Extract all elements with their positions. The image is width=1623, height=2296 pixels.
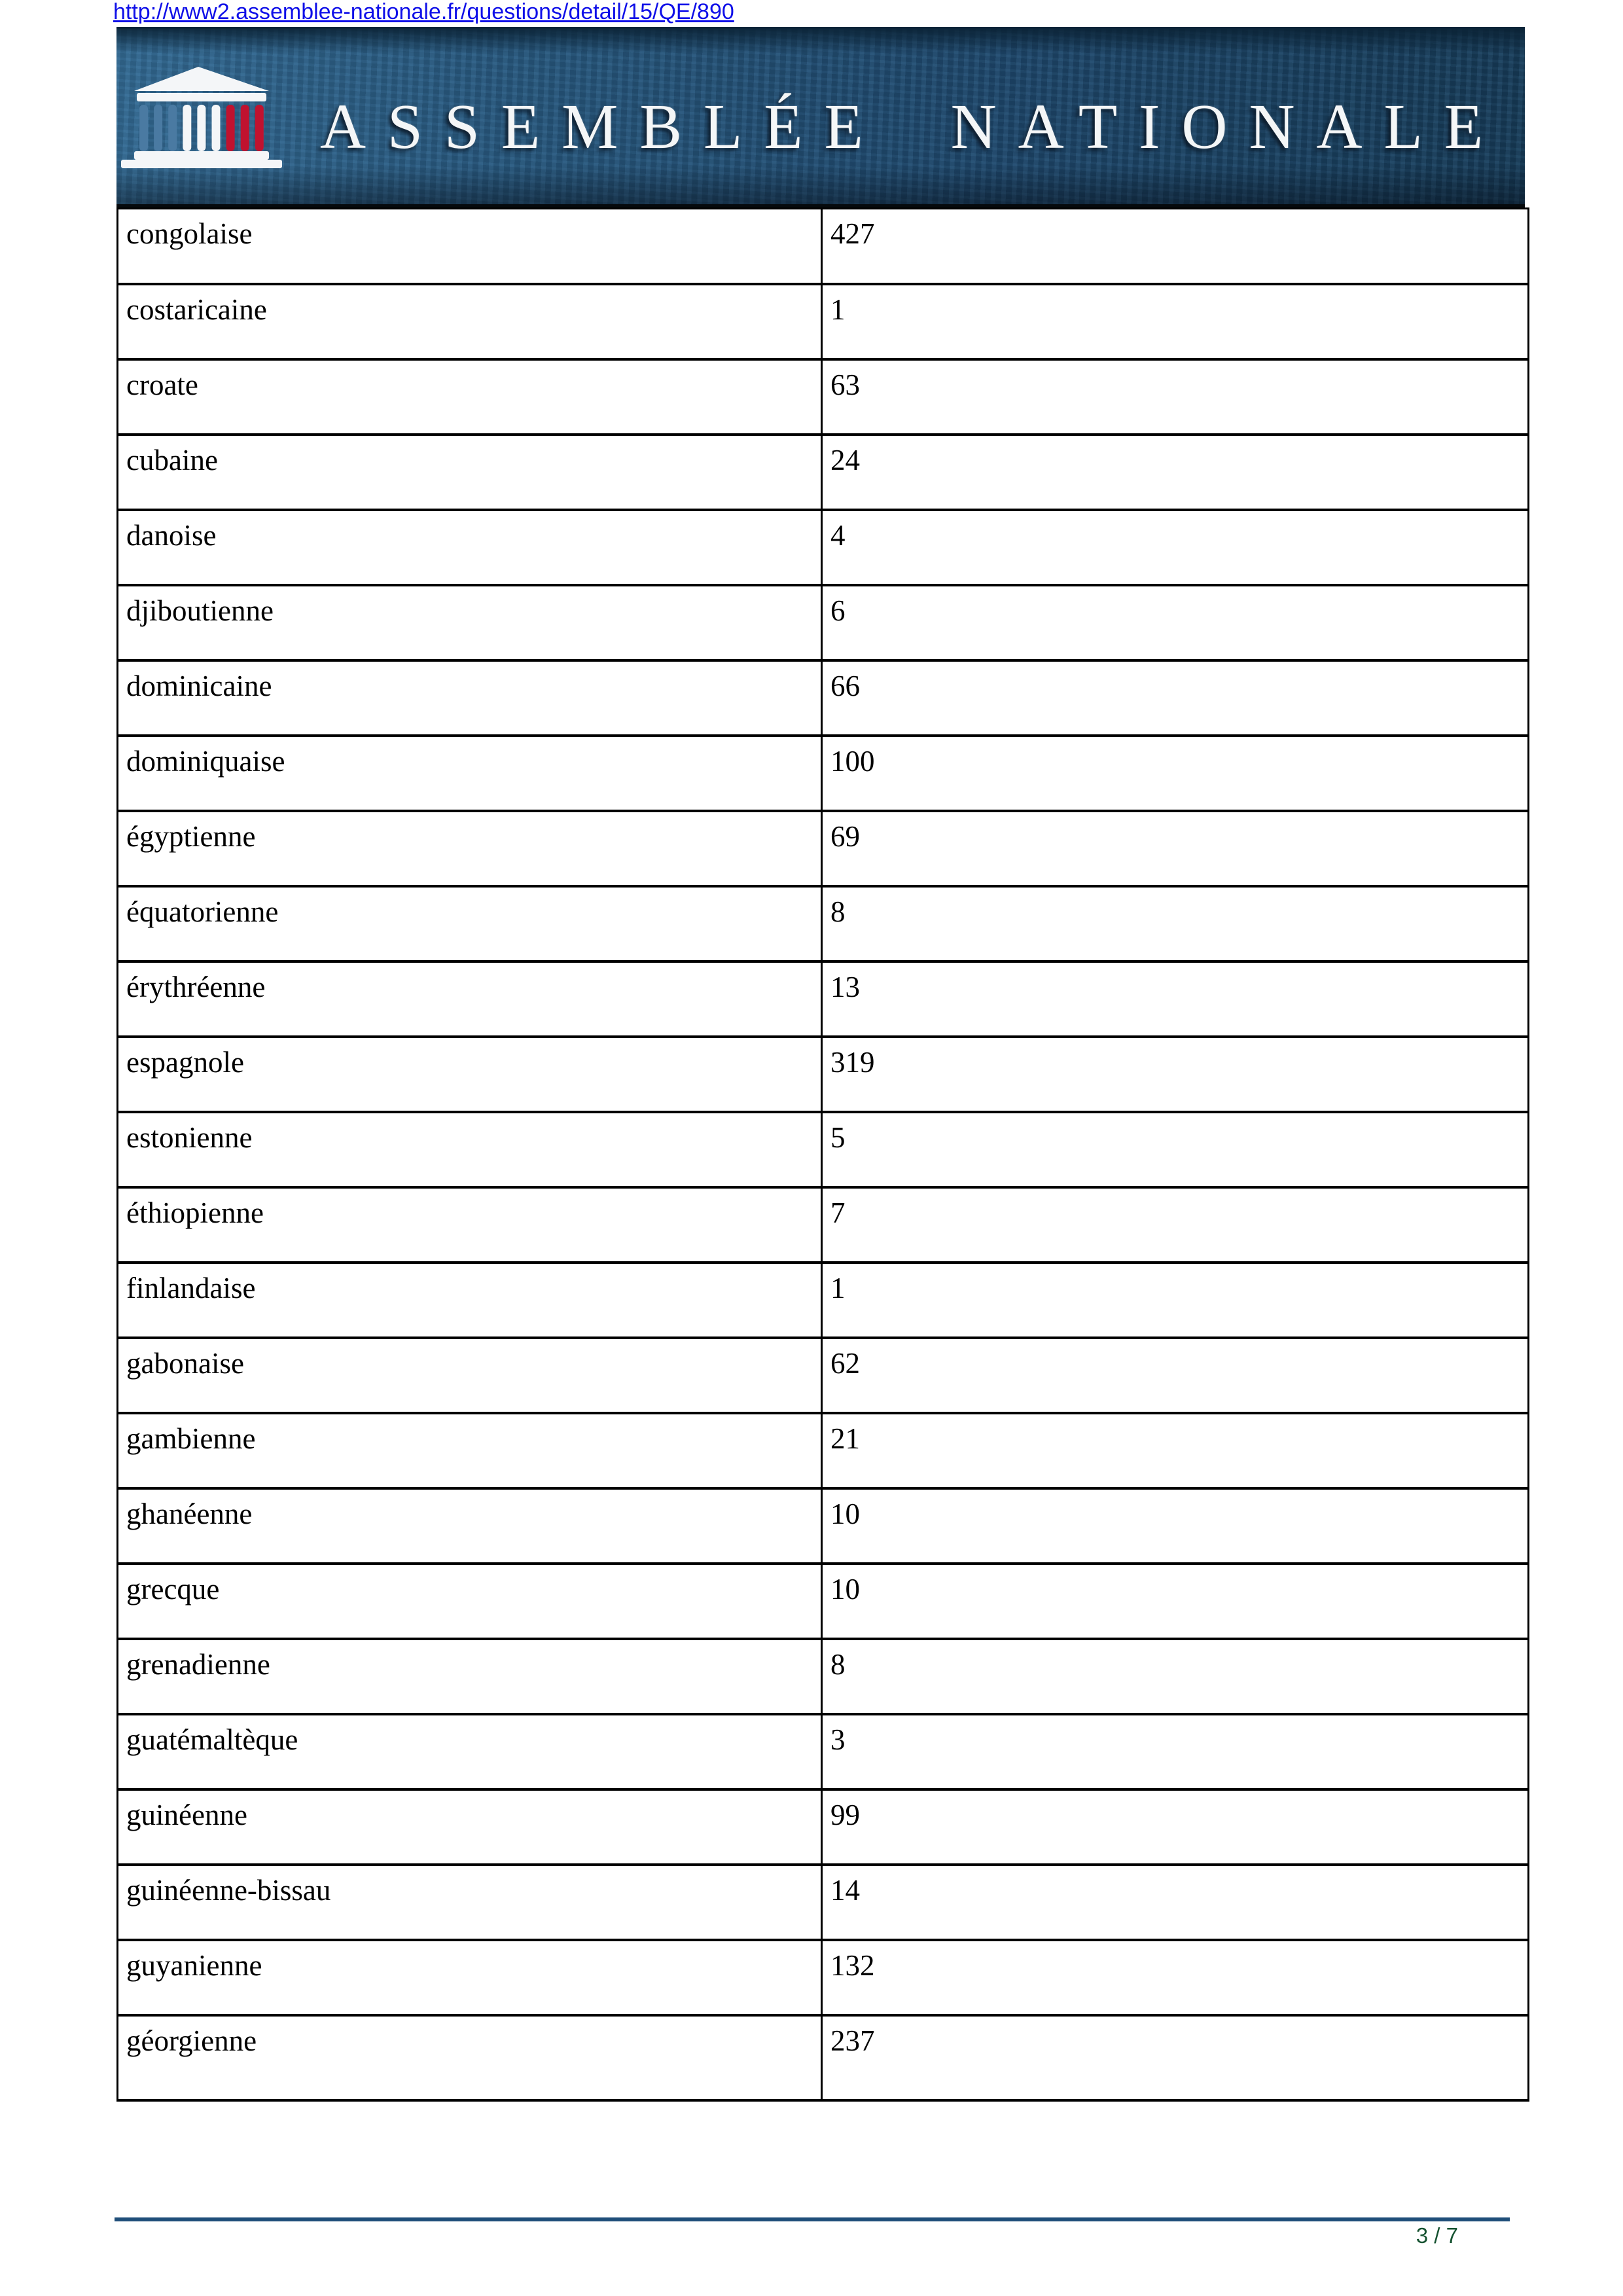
nationality-cell: guinéenne-bissau xyxy=(118,1865,822,1940)
nationality-cell: guinéenne xyxy=(118,1789,822,1865)
nationality-cell: croate xyxy=(118,359,822,435)
table-row xyxy=(118,1037,1529,1112)
nationality-cell: finlandaise xyxy=(118,1263,822,1338)
table-row xyxy=(118,660,1529,736)
table-row xyxy=(118,1564,1529,1639)
temple-logo-icon xyxy=(120,64,283,169)
nationality-cell: espagnole xyxy=(118,1037,822,1112)
table-row xyxy=(118,435,1529,510)
assemblee-nationale-banner xyxy=(116,27,1525,207)
table-row xyxy=(118,961,1529,1037)
nationality-cell: congolaise xyxy=(118,209,822,284)
nationality-cell: éthiopienne xyxy=(118,1187,822,1263)
count-cell: 132 xyxy=(822,1940,1529,2015)
banner-title: ASSEMBLÉE NATIONALE xyxy=(320,91,1505,162)
count-cell: 10 xyxy=(822,1564,1529,1639)
nationality-cell: estonienne xyxy=(118,1112,822,1187)
table-row xyxy=(118,1789,1529,1865)
count-cell: 1 xyxy=(822,1263,1529,1338)
table-row xyxy=(118,284,1529,359)
count-cell: 5 xyxy=(822,1112,1529,1187)
count-cell: 1 xyxy=(822,284,1529,359)
nationality-cell: cubaine xyxy=(118,435,822,510)
count-cell: 62 xyxy=(822,1338,1529,1413)
table-row xyxy=(118,1413,1529,1488)
table-row xyxy=(118,359,1529,435)
nationality-cell: grenadienne xyxy=(118,1639,822,1714)
nationality-cell: guyanienne xyxy=(118,1940,822,2015)
count-cell: 427 xyxy=(822,209,1529,284)
table-row xyxy=(118,1940,1529,2015)
count-cell: 14 xyxy=(822,1865,1529,1940)
table-row xyxy=(118,585,1529,660)
nationality-cell: djiboutienne xyxy=(118,585,822,660)
nationality-count-table xyxy=(116,207,1529,2102)
table-row xyxy=(118,2015,1529,2100)
table-row xyxy=(118,1639,1529,1714)
count-cell: 319 xyxy=(822,1037,1529,1112)
count-cell: 21 xyxy=(822,1413,1529,1488)
nationality-cell: costaricaine xyxy=(118,284,822,359)
count-cell: 4 xyxy=(822,510,1529,585)
count-cell: 8 xyxy=(822,1639,1529,1714)
nationality-cell: gabonaise xyxy=(118,1338,822,1413)
nationality-cell: danoise xyxy=(118,510,822,585)
table-row xyxy=(118,1112,1529,1187)
count-cell: 100 xyxy=(822,736,1529,811)
nationality-cell: guatémaltèque xyxy=(118,1714,822,1789)
table-row xyxy=(118,209,1529,284)
nationality-cell: érythréenne xyxy=(118,961,822,1037)
table-body xyxy=(118,209,1529,2100)
count-cell: 69 xyxy=(822,811,1529,886)
table-row xyxy=(118,1263,1529,1338)
count-cell: 13 xyxy=(822,961,1529,1037)
footer-divider xyxy=(115,2217,1510,2221)
table-row xyxy=(118,1865,1529,1940)
page-url-link[interactable]: http://www2.assemblee-nationale.fr/questions/detail/15/QE/890 xyxy=(113,0,734,24)
table-row xyxy=(118,510,1529,585)
count-cell: 99 xyxy=(822,1789,1529,1865)
table-row xyxy=(118,1338,1529,1413)
nationality-cell: ghanéenne xyxy=(118,1488,822,1564)
table-row xyxy=(118,811,1529,886)
nationality-cell: grecque xyxy=(118,1564,822,1639)
table-row xyxy=(118,736,1529,811)
table-row xyxy=(118,886,1529,961)
count-cell: 24 xyxy=(822,435,1529,510)
table-row xyxy=(118,1714,1529,1789)
count-cell: 10 xyxy=(822,1488,1529,1564)
nationality-cell: équatorienne xyxy=(118,886,822,961)
nationality-cell: dominicaine xyxy=(118,660,822,736)
nationality-cell: dominiquaise xyxy=(118,736,822,811)
count-cell: 66 xyxy=(822,660,1529,736)
count-cell: 8 xyxy=(822,886,1529,961)
nationality-cell: égyptienne xyxy=(118,811,822,886)
table-row xyxy=(118,1187,1529,1263)
count-cell: 3 xyxy=(822,1714,1529,1789)
count-cell: 6 xyxy=(822,585,1529,660)
nationality-cell: géorgienne xyxy=(118,2015,822,2100)
count-cell: 7 xyxy=(822,1187,1529,1263)
nationality-cell: gambienne xyxy=(118,1413,822,1488)
count-cell: 63 xyxy=(822,359,1529,435)
count-cell: 237 xyxy=(822,2015,1529,2100)
page-number: 3 / 7 xyxy=(1416,2223,1458,2248)
table-row xyxy=(118,1488,1529,1564)
